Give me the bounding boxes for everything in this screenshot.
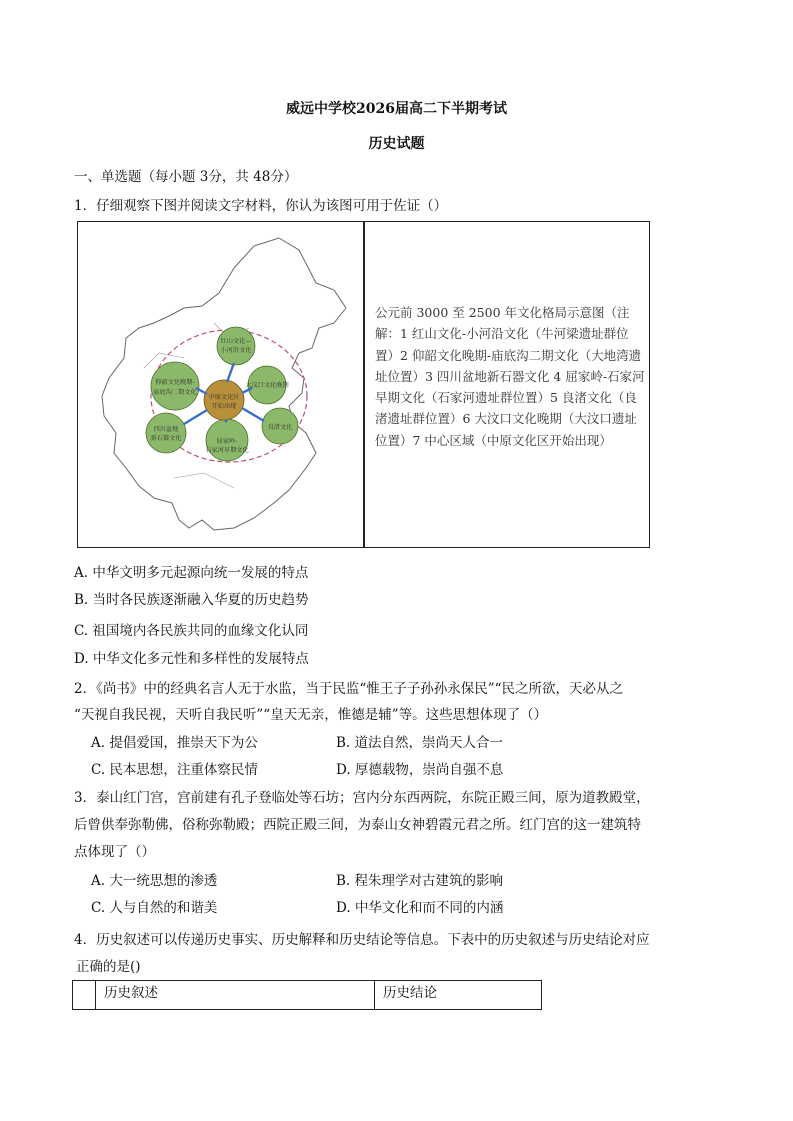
map-label-6: 大汶口文化晚期 (245, 382, 289, 389)
map-label-4a: 屈家岭- (216, 438, 238, 445)
q2-stem-line1: 2．《尚书》中的经典名言人无于水监，当于民监“惟王子子孙孙永保民”“民之所欲，天必从之 (74, 681, 624, 697)
q1-option-a[interactable]: A. 中华文明多元起源向统一发展的特点 (74, 565, 309, 581)
figure-divider (363, 222, 365, 547)
q4-stem-line1: 4．历史叙述可以传递历史事实、历史解释和历史结论等信息。下表中的历史叙述与历史结论对应 (74, 932, 650, 948)
map-label-1b: 小河沿文化 (220, 347, 252, 354)
q4-stem-line2: 正确的是() (76, 959, 141, 975)
q3-option-d[interactable]: D. 中华文化和而不同的内涵 (336, 900, 504, 916)
q1-option-d[interactable]: D. 中华文化多元性和多样性的发展特点 (74, 651, 309, 667)
map-label-5: 良渚文化 (267, 424, 293, 431)
map-label-3a: 四川盆地 (153, 426, 179, 433)
exam-title: 威远中学校2026届高二下半期考试 (286, 101, 507, 117)
map-label-1a: 红山文化— (220, 338, 252, 345)
subject-title: 历史试题 (368, 136, 425, 152)
q2-option-a[interactable]: A. 提倡爱国，推崇天下为公 (91, 735, 258, 751)
map-label-4b: 石家河早期文化 (205, 447, 249, 454)
q3-stem-line2: 后曾供奉弥勒佛，俗称弥勒殿；西院正殿三间，为泰山女神碧霞元君之所。红门宫的这一建筑特 (74, 817, 641, 833)
q2-option-b[interactable]: B. 道法自然，崇尚天人合一 (336, 735, 504, 751)
section-heading: 一、单选题（每小题 3分，共 48分） (74, 169, 298, 185)
region-3 (146, 413, 186, 453)
table-row (73, 981, 542, 1010)
q3-option-b[interactable]: B. 程朱理学对古建筑的影响 (336, 873, 504, 889)
q1-option-c[interactable]: C. 祖国境内各民族共同的血缘文化认同 (74, 623, 309, 639)
q3-option-c[interactable]: C. 人与自然的和谐美 (91, 900, 218, 916)
q2-option-c[interactable]: C. 民本思想，注重体察民情 (91, 762, 258, 778)
region-2 (151, 362, 199, 410)
q2-stem-line2: “天视自我民视，天听自我民听”“皇天无亲，惟德是辅”等。这些思想体现了（） (74, 707, 548, 723)
q1-caption: 公元前 3000 至 2500 年文化格局示意图（注解：1 红山文化-小河沿文化（牛河梁遗址群位置）2 仰韶文化晚期-庙底沟二期文化（大地湾遗址位置）3 四川盆地新石器文化 4 屈家岭-石家河早期文化（石家河遗址群位置）5 良渚文化（良渚遗址群位置）6 大汶口文化晚期（大汶口遗址位置）7 中心区域（中原文化区开始出现） (375, 305, 645, 448)
table-cell-index (73, 981, 96, 1010)
table-header-narrative: 历史叙述 (96, 981, 375, 1010)
map-label-3b: 新石器文化 (150, 435, 182, 442)
q3-option-a[interactable]: A. 大一统思想的渗透 (91, 873, 218, 889)
q4-table (72, 980, 542, 1010)
q3-stem-line3: 点体现了（） (74, 844, 155, 860)
map-label-7b: 开始出现 (211, 403, 237, 410)
region-1 (217, 327, 255, 365)
china-culture-map (84, 228, 360, 544)
q3-stem-line1: 3．泰山红门宫，宫前建有孔子登临处等石坊；宫内分东西两院，东院正殿三间，原为道教殿堂， (74, 790, 650, 806)
table-header-conclusion: 历史结论 (375, 981, 542, 1010)
q1-stem: 1．仔细观察下图并阅读文字材料，你认为该图可用于佐证（） (74, 198, 448, 214)
map-label-2b: 庙底沟二期文化 (153, 389, 197, 396)
map-label-7a: 中原文化区 (208, 394, 240, 401)
q1-figure (77, 221, 650, 548)
map-label-2a: 仰韶文化晚期- (155, 379, 195, 386)
q1-option-b[interactable]: B. 当时各民族逐渐融入华夏的历史趋势 (74, 592, 309, 608)
q2-option-d[interactable]: D. 厚德载物，崇尚自强不息 (336, 762, 504, 778)
